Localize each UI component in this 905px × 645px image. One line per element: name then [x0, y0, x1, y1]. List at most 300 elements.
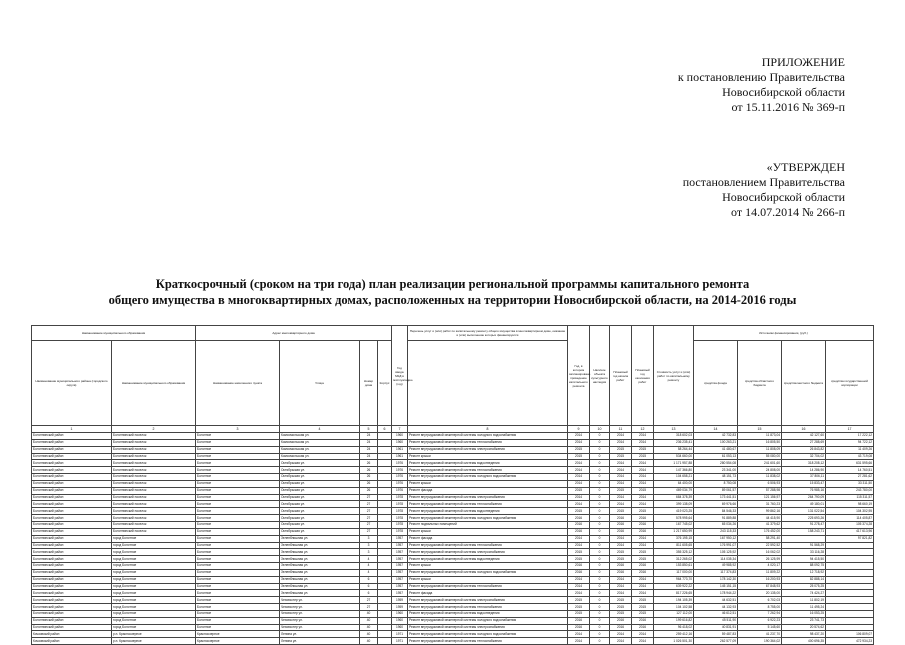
table-cell: Болотное: [196, 508, 280, 515]
table-cell: 31 760,23: [738, 501, 782, 508]
table-cell: 1957: [392, 569, 408, 576]
table-cell: 4 020,17: [738, 563, 782, 570]
table-cell: Болотнинский район: [32, 460, 112, 467]
table-cell: Комсомольская ул.: [280, 433, 360, 440]
table-cell: [378, 569, 392, 576]
table-cell: 14 760,51: [826, 467, 874, 474]
table-cell: 0: [590, 617, 610, 624]
table-cell: 2015: [568, 604, 590, 611]
table-row: [32, 453, 874, 460]
table-cell: 2015: [632, 549, 654, 556]
table-row: [32, 549, 874, 556]
table-cell: Ремонт внутридомовой инженерной системы теплоснабжения: [408, 638, 568, 645]
column-number: 8: [408, 426, 568, 433]
group-header-municipality: Наименование муниципального образования: [32, 326, 196, 341]
table-cell: Комсомольская ул.: [280, 439, 360, 446]
table-cell: Болотнинский поселок: [112, 446, 196, 453]
table-cell: город Болотное: [112, 556, 196, 563]
table-cell: Ремонт фасада: [408, 590, 568, 597]
table-cell: 6: [360, 576, 378, 583]
table-cell: 106 809,07: [826, 631, 874, 638]
table-cell: [378, 617, 392, 624]
table-cell: 0: [590, 549, 610, 556]
table-cell: 104 302,95: [826, 508, 874, 515]
table-cell: 1960: [392, 433, 408, 440]
table-cell: 1976: [392, 474, 408, 481]
table-cell: 1978: [392, 515, 408, 522]
table-cell: город Болотное: [112, 604, 196, 611]
column-header: Плановый год окончания работ: [632, 326, 654, 426]
table-cell: Ремонт фасада: [408, 535, 568, 542]
table-cell: Зеленблишная ул.: [280, 549, 360, 556]
table-cell: Болотное: [196, 487, 280, 494]
table-cell: Болотнинский поселок: [112, 521, 196, 528]
column-number: 14: [694, 426, 738, 433]
table-cell: 91 568,29: [782, 542, 826, 549]
table-cell: 41 237,70: [738, 631, 782, 638]
table-cell: [378, 460, 392, 467]
table-cell: Чехова пер ул.: [280, 604, 360, 611]
table-cell: 1976: [392, 480, 408, 487]
table-cell: 42 127,60: [782, 433, 826, 440]
table-cell: Ремонт внутридомовой инженерной системы электроснабжения: [408, 597, 568, 604]
table-cell: 105 374,28: [826, 521, 874, 528]
table-cell: [378, 576, 392, 583]
table-row: [32, 494, 874, 501]
table-cell: 89 061,57: [694, 487, 738, 494]
table-cell: 2016: [610, 569, 632, 576]
table-row: [32, 590, 874, 597]
table-cell: Болотное: [196, 515, 280, 522]
table-cell: 127 112,00: [654, 610, 694, 617]
table-cell: [378, 604, 392, 611]
table-cell: [378, 501, 392, 508]
table-cell: город Болотное: [112, 590, 196, 597]
table-cell: Ремонт внутридомовой инженерной системы электроснабжения: [408, 446, 568, 453]
table-cell: Ремонт внутридомовой инженерной системы водоотведения: [408, 610, 568, 617]
table-cell: 2014: [568, 474, 590, 481]
table-cell: 26: [360, 460, 378, 467]
table-cell: Болотнинский район: [32, 576, 112, 583]
table-cell: Ремонт внутридомовой инженерной системы электроснабжения: [408, 624, 568, 631]
table-cell: 1957: [392, 576, 408, 583]
table-cell: 400 696,35: [782, 638, 826, 645]
table-cell: 0: [590, 528, 610, 535]
table-cell: 2015: [568, 597, 590, 604]
table-cell: 84 546,33: [694, 508, 738, 515]
table-cell: 259 412,16: [654, 631, 694, 638]
table-cell: Болотнинский район: [32, 563, 112, 570]
table-cell: [378, 549, 392, 556]
table-cell: 178 142,30: [694, 576, 738, 583]
table-cell: 811 605,65: [654, 542, 694, 549]
column-header: Наименование населенного пункта: [196, 341, 280, 426]
table-cell: Зеленблишная ул.: [280, 576, 360, 583]
table-cell: 0: [590, 494, 610, 501]
table-cell: 20 574,62: [782, 624, 826, 631]
table-cell: Болотное: [196, 617, 280, 624]
table-cell: [378, 590, 392, 597]
table-cell: 2016: [610, 624, 632, 631]
table-cell: 2014: [610, 638, 632, 645]
table-cell: город Болотное: [112, 576, 196, 583]
table-cell: Октябрьская ул.: [280, 521, 360, 528]
table-cell: Ленина ул.: [280, 631, 360, 638]
table-cell: 20 135,00: [738, 590, 782, 597]
table-cell: [378, 508, 392, 515]
table-cell: 45 511,90: [694, 617, 738, 624]
table-row: [32, 638, 874, 645]
table-cell: [826, 597, 874, 604]
table-cell: 1960: [392, 610, 408, 617]
column-number: 4: [280, 426, 360, 433]
plan-table-wrapper: [31, 325, 873, 645]
table-cell: Ремонт подвальных помещений: [408, 521, 568, 528]
table-cell: 0: [590, 610, 610, 617]
table-row: [32, 515, 874, 522]
table-cell: Ремонт крыши: [408, 480, 568, 487]
column-number: 5: [360, 426, 378, 433]
table-cell: 105 125,92: [694, 549, 738, 556]
table-cell: [378, 583, 392, 590]
table-cell: Болотнинский район: [32, 569, 112, 576]
table-cell: 64 400,00: [654, 480, 694, 487]
column-header: средства местного бюджета: [782, 341, 826, 426]
table-cell: Болотное: [196, 521, 280, 528]
table-cell: 11 809,22: [738, 569, 782, 576]
table-cell: 2016: [632, 617, 654, 624]
table-cell: Ремонт внутридомовой инженерной системы электроснабжения: [408, 494, 568, 501]
table-cell: Ленина ул.: [280, 638, 360, 645]
table-cell: [826, 576, 874, 583]
table-cell: Болотнинский район: [32, 597, 112, 604]
table-cell: 2016: [632, 563, 654, 570]
table-cell: Чехова пер ул.: [280, 624, 360, 631]
table-cell: [378, 453, 392, 460]
table-cell: 2015: [568, 556, 590, 563]
table-cell: Болотнинский район: [32, 480, 112, 487]
table-cell: Болотнинский район: [32, 583, 112, 590]
table-cell: 115 311,57: [826, 494, 874, 501]
table-cell: 1957: [392, 583, 408, 590]
column-number: 1: [32, 426, 112, 433]
table-cell: Ремонт внутридомовой инженерной системы теплоснабжения: [408, 501, 568, 508]
table-cell: 4: [360, 569, 378, 576]
table-cell: 1978: [392, 501, 408, 508]
table-cell: 58 291,40: [738, 535, 782, 542]
table-cell: 472 934,23: [826, 638, 874, 645]
table-cell: [378, 528, 392, 535]
table-cell: [826, 556, 874, 563]
table-cell: 225 693,26: [782, 515, 826, 522]
table-cell: 2014: [610, 583, 632, 590]
table-cell: [378, 433, 392, 440]
document-title: [0, 276, 905, 308]
table-cell: 44 632,51: [694, 597, 738, 604]
table-cell: Ремонт внутридомовой инженерной системы теплоснабжения: [408, 467, 568, 474]
table-cell: 2016: [568, 521, 590, 528]
table-cell: 2015: [632, 604, 654, 611]
table-cell: Кочковский район: [32, 631, 112, 638]
table-cell: 49 180,01: [782, 501, 826, 508]
table-cell: 49 985,92: [694, 563, 738, 570]
table-cell: 16 062,02: [738, 549, 782, 556]
table-cell: 2015: [610, 453, 632, 460]
table-row: [32, 597, 874, 604]
column-number: 7: [392, 426, 408, 433]
table-cell: 176 452,00: [738, 528, 782, 535]
table-cell: [378, 521, 392, 528]
table-cell: 167 745,02: [654, 521, 694, 528]
table-cell: 2014: [610, 460, 632, 467]
table-cell: 6: [360, 590, 378, 597]
table-row: [32, 521, 874, 528]
table-row: [32, 439, 874, 446]
column-header: средства государственной корпорации: [826, 341, 874, 426]
table-cell: Ремонт фасада: [408, 487, 568, 494]
table-cell: 199 616,82: [654, 617, 694, 624]
table-cell: Болотное: [196, 480, 280, 487]
table-cell: 2015: [632, 487, 654, 494]
appendix-line: ПРИЛОЖЕНИЕ: [761, 55, 845, 69]
table-cell: 67 848,93: [738, 583, 782, 590]
table-cell: 417 613,96: [826, 528, 874, 535]
table-cell: [378, 487, 392, 494]
table-cell: 1957: [392, 563, 408, 570]
table-cell: 318 602,03: [654, 433, 694, 440]
table-cell: Болотное: [196, 624, 280, 631]
table-cell: 2014: [610, 474, 632, 481]
table-cell: 7 262,94: [738, 610, 782, 617]
table-row: [32, 474, 874, 481]
table-cell: город Болотное: [112, 597, 196, 604]
table-cell: [378, 597, 392, 604]
table-cell: Зеленблишная ул.: [280, 590, 360, 597]
table-cell: 2014: [632, 439, 654, 446]
table-cell: 2016: [610, 515, 632, 522]
table-cell: Ремонт внутридомовой инженерной системы водоотведения: [408, 556, 568, 563]
table-cell: 0: [590, 433, 610, 440]
table-cell: 2015: [610, 604, 632, 611]
table-cell: 1960: [392, 624, 408, 631]
table-cell: город Болотное: [112, 610, 196, 617]
table-cell: 3: [360, 542, 378, 549]
table-cell: 2014: [632, 467, 654, 474]
table-cell: 94 722,12: [826, 439, 874, 446]
table-cell: Красноозерное: [196, 631, 280, 638]
table-cell: 43 719,08: [826, 453, 874, 460]
table-cell: [378, 494, 392, 501]
table-row: [32, 535, 874, 542]
table-cell: Ремонт внутридомовой инженерной системы водоотведения: [408, 508, 568, 515]
table-cell: 469 034,79: [654, 487, 694, 494]
table-cell: [378, 624, 392, 631]
table-cell: 27: [360, 604, 378, 611]
table-cell: Болотное: [196, 446, 280, 453]
table-cell: Болотное: [196, 597, 280, 604]
table-cell: 0: [590, 556, 610, 563]
table-cell: 40 831,91: [694, 624, 738, 631]
table-row: [32, 433, 874, 440]
table-cell: [378, 480, 392, 487]
table-cell: 1961: [392, 453, 408, 460]
table-cell: [826, 563, 874, 570]
column-header: [408, 341, 568, 426]
column-header: Наличие объекта культурного наследия: [590, 326, 610, 426]
column-header: Плановый год начала работ: [610, 326, 632, 426]
table-cell: Болотнинский район: [32, 501, 112, 508]
table-cell: Ремонт внутридомовой инженерной системы теплоснабжения: [408, 542, 568, 549]
table-cell: 26: [360, 467, 378, 474]
table-cell: 1957: [392, 556, 408, 563]
table-cell: 0: [590, 515, 610, 522]
table-cell: 6 922,23: [738, 617, 782, 624]
table-cell: Болотное: [196, 467, 280, 474]
table-row: [32, 460, 874, 467]
table-cell: [826, 542, 874, 549]
table-cell: [826, 549, 874, 556]
table-cell: 2014: [632, 576, 654, 583]
table-cell: 76 985,16: [782, 487, 826, 494]
table-cell: город Болотное: [112, 583, 196, 590]
table-cell: 147 366,80: [654, 467, 694, 474]
table-cell: 1960: [392, 439, 408, 446]
table-cell: 8 755,00: [738, 604, 782, 611]
table-cell: Ремонт внутридомовой инженерной системы теплоснабжения: [408, 604, 568, 611]
table-cell: 1978: [392, 528, 408, 535]
table-cell: Болотнинский поселок: [112, 474, 196, 481]
table-cell: 2014: [632, 501, 654, 508]
table-cell: [378, 467, 392, 474]
table-cell: 6: [360, 583, 378, 590]
table-cell: 2014: [610, 590, 632, 597]
table-row: [32, 624, 874, 631]
table-cell: 243 115,33: [694, 528, 738, 535]
table-cell: 419 023,25: [654, 508, 694, 515]
table-cell: 0: [590, 446, 610, 453]
table-cell: 16 805,50: [738, 439, 782, 446]
table-cell: Зеленблишная ул.: [280, 563, 360, 570]
table-cell: [782, 535, 826, 542]
table-cell: 2014: [610, 494, 632, 501]
table-cell: 2014: [632, 480, 654, 487]
table-cell: 33 311,50: [826, 480, 874, 487]
table-cell: 0: [590, 583, 610, 590]
table-cell: Ремонт внутридомовой инженерной системы холодного водоснабжения: [408, 569, 568, 576]
table-cell: 14 286,90: [782, 467, 826, 474]
table-cell: р.п. Красноозерное: [112, 638, 196, 645]
table-cell: Болотнинский район: [32, 604, 112, 611]
table-cell: 2014: [568, 467, 590, 474]
table-cell: Октябрьская ул.: [280, 460, 360, 467]
table-cell: 27 288,69: [782, 439, 826, 446]
table-row: [32, 631, 874, 638]
table-cell: 578 995,64: [654, 515, 694, 522]
table-cell: 2014: [632, 535, 654, 542]
table-cell: [378, 563, 392, 570]
table-cell: город Болотное: [112, 624, 196, 631]
table-cell: 2016: [610, 617, 632, 624]
table-cell: Болотное: [196, 604, 280, 611]
table-cell: 46 612,51: [694, 610, 738, 617]
table-cell: Октябрьская ул.: [280, 474, 360, 481]
table-cell: 964 773,70: [654, 576, 694, 583]
table-cell: 58 264,44: [654, 446, 694, 453]
table-cell: 264 790,09: [782, 494, 826, 501]
table-cell: 2014: [610, 576, 632, 583]
table-cell: 243 780,00: [826, 487, 874, 494]
table-cell: 121 156,97: [738, 494, 782, 501]
table-cell: 2014: [610, 501, 632, 508]
table-cell: 1957: [392, 542, 408, 549]
column-number: 12: [632, 426, 654, 433]
table-cell: Октябрьская ул.: [280, 480, 360, 487]
table-cell: 25 075,25: [782, 583, 826, 590]
table-cell: 40: [360, 624, 378, 631]
table-cell: 11 838,02: [738, 474, 782, 481]
table-cell: 11 802,19: [782, 597, 826, 604]
table-cell: Болотнинский район: [32, 453, 112, 460]
table-cell: Болотнинский район: [32, 610, 112, 617]
table-cell: 1976: [392, 467, 408, 474]
table-cell: Болотное: [196, 563, 280, 570]
table-cell: 2016: [632, 624, 654, 631]
title-line-1: Краткосрочный (сроком на три года) план реализации региональной программы капитального ремонта: [155, 277, 750, 291]
table-cell: 2015: [568, 487, 590, 494]
table-cell: Кочковский район: [32, 638, 112, 645]
table-cell: Болотное: [196, 460, 280, 467]
table-cell: 2014: [632, 474, 654, 481]
table-cell: 91 889,88: [694, 515, 738, 522]
table-row: [32, 501, 874, 508]
table-row: [32, 617, 874, 624]
table-cell: 2014: [632, 542, 654, 549]
table-cell: город Болотное: [112, 569, 196, 576]
table-cell: 104 658,21: [654, 474, 694, 481]
table-cell: Болотнинский район: [32, 549, 112, 556]
table-cell: 631 595,66: [826, 460, 874, 467]
table-cell: 3: [360, 535, 378, 542]
table-cell: Болотнинский район: [32, 590, 112, 597]
table-cell: Болотнинский поселок: [112, 508, 196, 515]
table-cell: Болотное: [196, 494, 280, 501]
table-cell: 2014: [568, 583, 590, 590]
table-cell: 2014: [610, 542, 632, 549]
table-cell: Болотное: [196, 576, 280, 583]
table-cell: 2016: [632, 515, 654, 522]
table-row: [32, 604, 874, 611]
appendix-line: от 15.11.2016 № 369-п: [731, 100, 845, 114]
table-row: [32, 528, 874, 535]
table-cell: 26: [360, 480, 378, 487]
table-cell: 27 281,62: [826, 474, 874, 481]
group-header-address: Адрес многоквартирного дома: [196, 326, 392, 341]
table-cell: Болотнинский район: [32, 556, 112, 563]
table-cell: Зеленблишная ул.: [280, 535, 360, 542]
table-row: [32, 487, 874, 494]
table-cell: 0: [590, 569, 610, 576]
table-cell: 194 105,39: [654, 597, 694, 604]
table-cell: Болотнинский поселок: [112, 460, 196, 467]
appendix-stamp: [678, 55, 845, 115]
table-cell: город Болотное: [112, 563, 196, 570]
table-cell: 40: [360, 631, 378, 638]
table-row: [32, 569, 874, 576]
approved-line: Новосибирской области: [722, 190, 845, 204]
table-cell: [378, 638, 392, 645]
table-cell: Болотнинский поселок: [112, 515, 196, 522]
column-header: Год ввода МКД в эксплуатацию (год): [392, 326, 408, 426]
